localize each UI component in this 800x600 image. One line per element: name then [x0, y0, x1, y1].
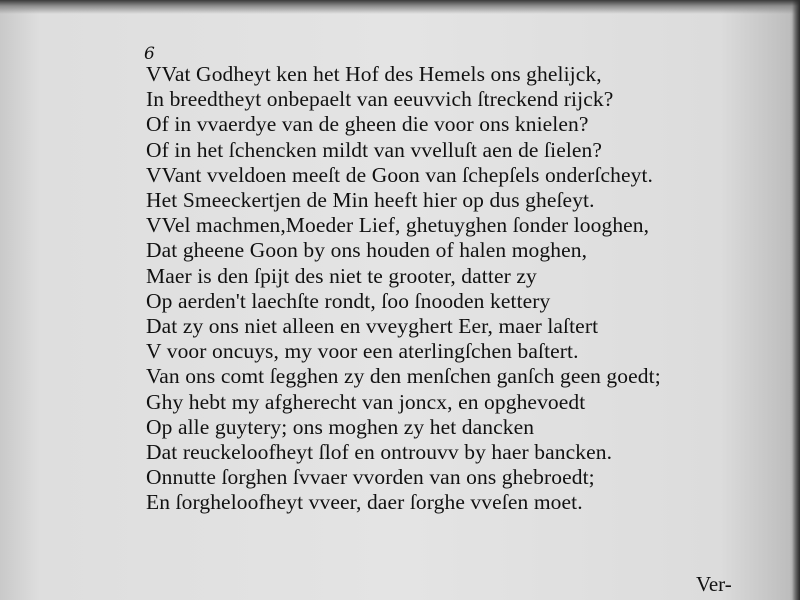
verse-line: Op aerden't laechſte rondt, ſoo ſnooden kettery	[146, 288, 551, 313]
verse-line: Dat zy ons niet alleen en vveyghert Eer, maer laſtert	[146, 314, 599, 339]
verse-line: Of in vvaerdye van de gheen die voor ons knielen?	[146, 112, 589, 137]
verse-line: V voor oncuys, my voor een aterlingſchen baſtert.	[146, 339, 579, 364]
verse-line: In breedtheyt onbepaelt van eeuvvich ſtreckend rijck?	[146, 87, 614, 112]
verse-line: Van ons comt ſegghen zy den menſchen ganſch geen goedt;	[146, 364, 661, 389]
page-right-edge	[792, 0, 800, 600]
verse-line: Op alle guytery; ons moghen zy het dancken	[146, 414, 535, 439]
verse-line: Of in het ſchencken mildt van vvelluſt aen de ſielen?	[146, 137, 603, 162]
verse-line: Dat gheene Goon by ons houden of halen moghen,	[146, 238, 588, 263]
verse-line: Maer is den ſpijt des niet te grooter, datter zy	[146, 263, 537, 288]
verse-line: En ſorgheloofheyt vveer, daer ſorghe vveſen moet.	[146, 490, 583, 515]
page-number: 6	[144, 44, 155, 64]
verse-line: Ghy hebt my afgherecht van joncx, en opghevoedt	[146, 389, 586, 414]
verse-line: VVant vveldoen meeſt de Goon van ſchepſels onderſcheyt.	[146, 162, 654, 187]
verse-line: Dat reuckeloofheyt ſlof en ontrouvv by haer bancken.	[146, 440, 613, 465]
verse-line: Het Smeeckertjen de Min heeft hier op dus gheſeyt.	[146, 188, 595, 213]
verse-line: VVat Godheyt ken het Hof des Hemels ons ghelijck,	[146, 62, 602, 86]
catchword: Ver-	[696, 572, 732, 596]
page-top-shadow	[0, 0, 800, 14]
verse-text	[146, 62, 661, 516]
verse-line: VVel machmen,Moeder Lief, ghetuyghen ſonder looghen,	[146, 213, 650, 238]
verse-line: Onnutte ſorghen ſvvaer vvorden van ons ghebroedt;	[146, 465, 595, 490]
